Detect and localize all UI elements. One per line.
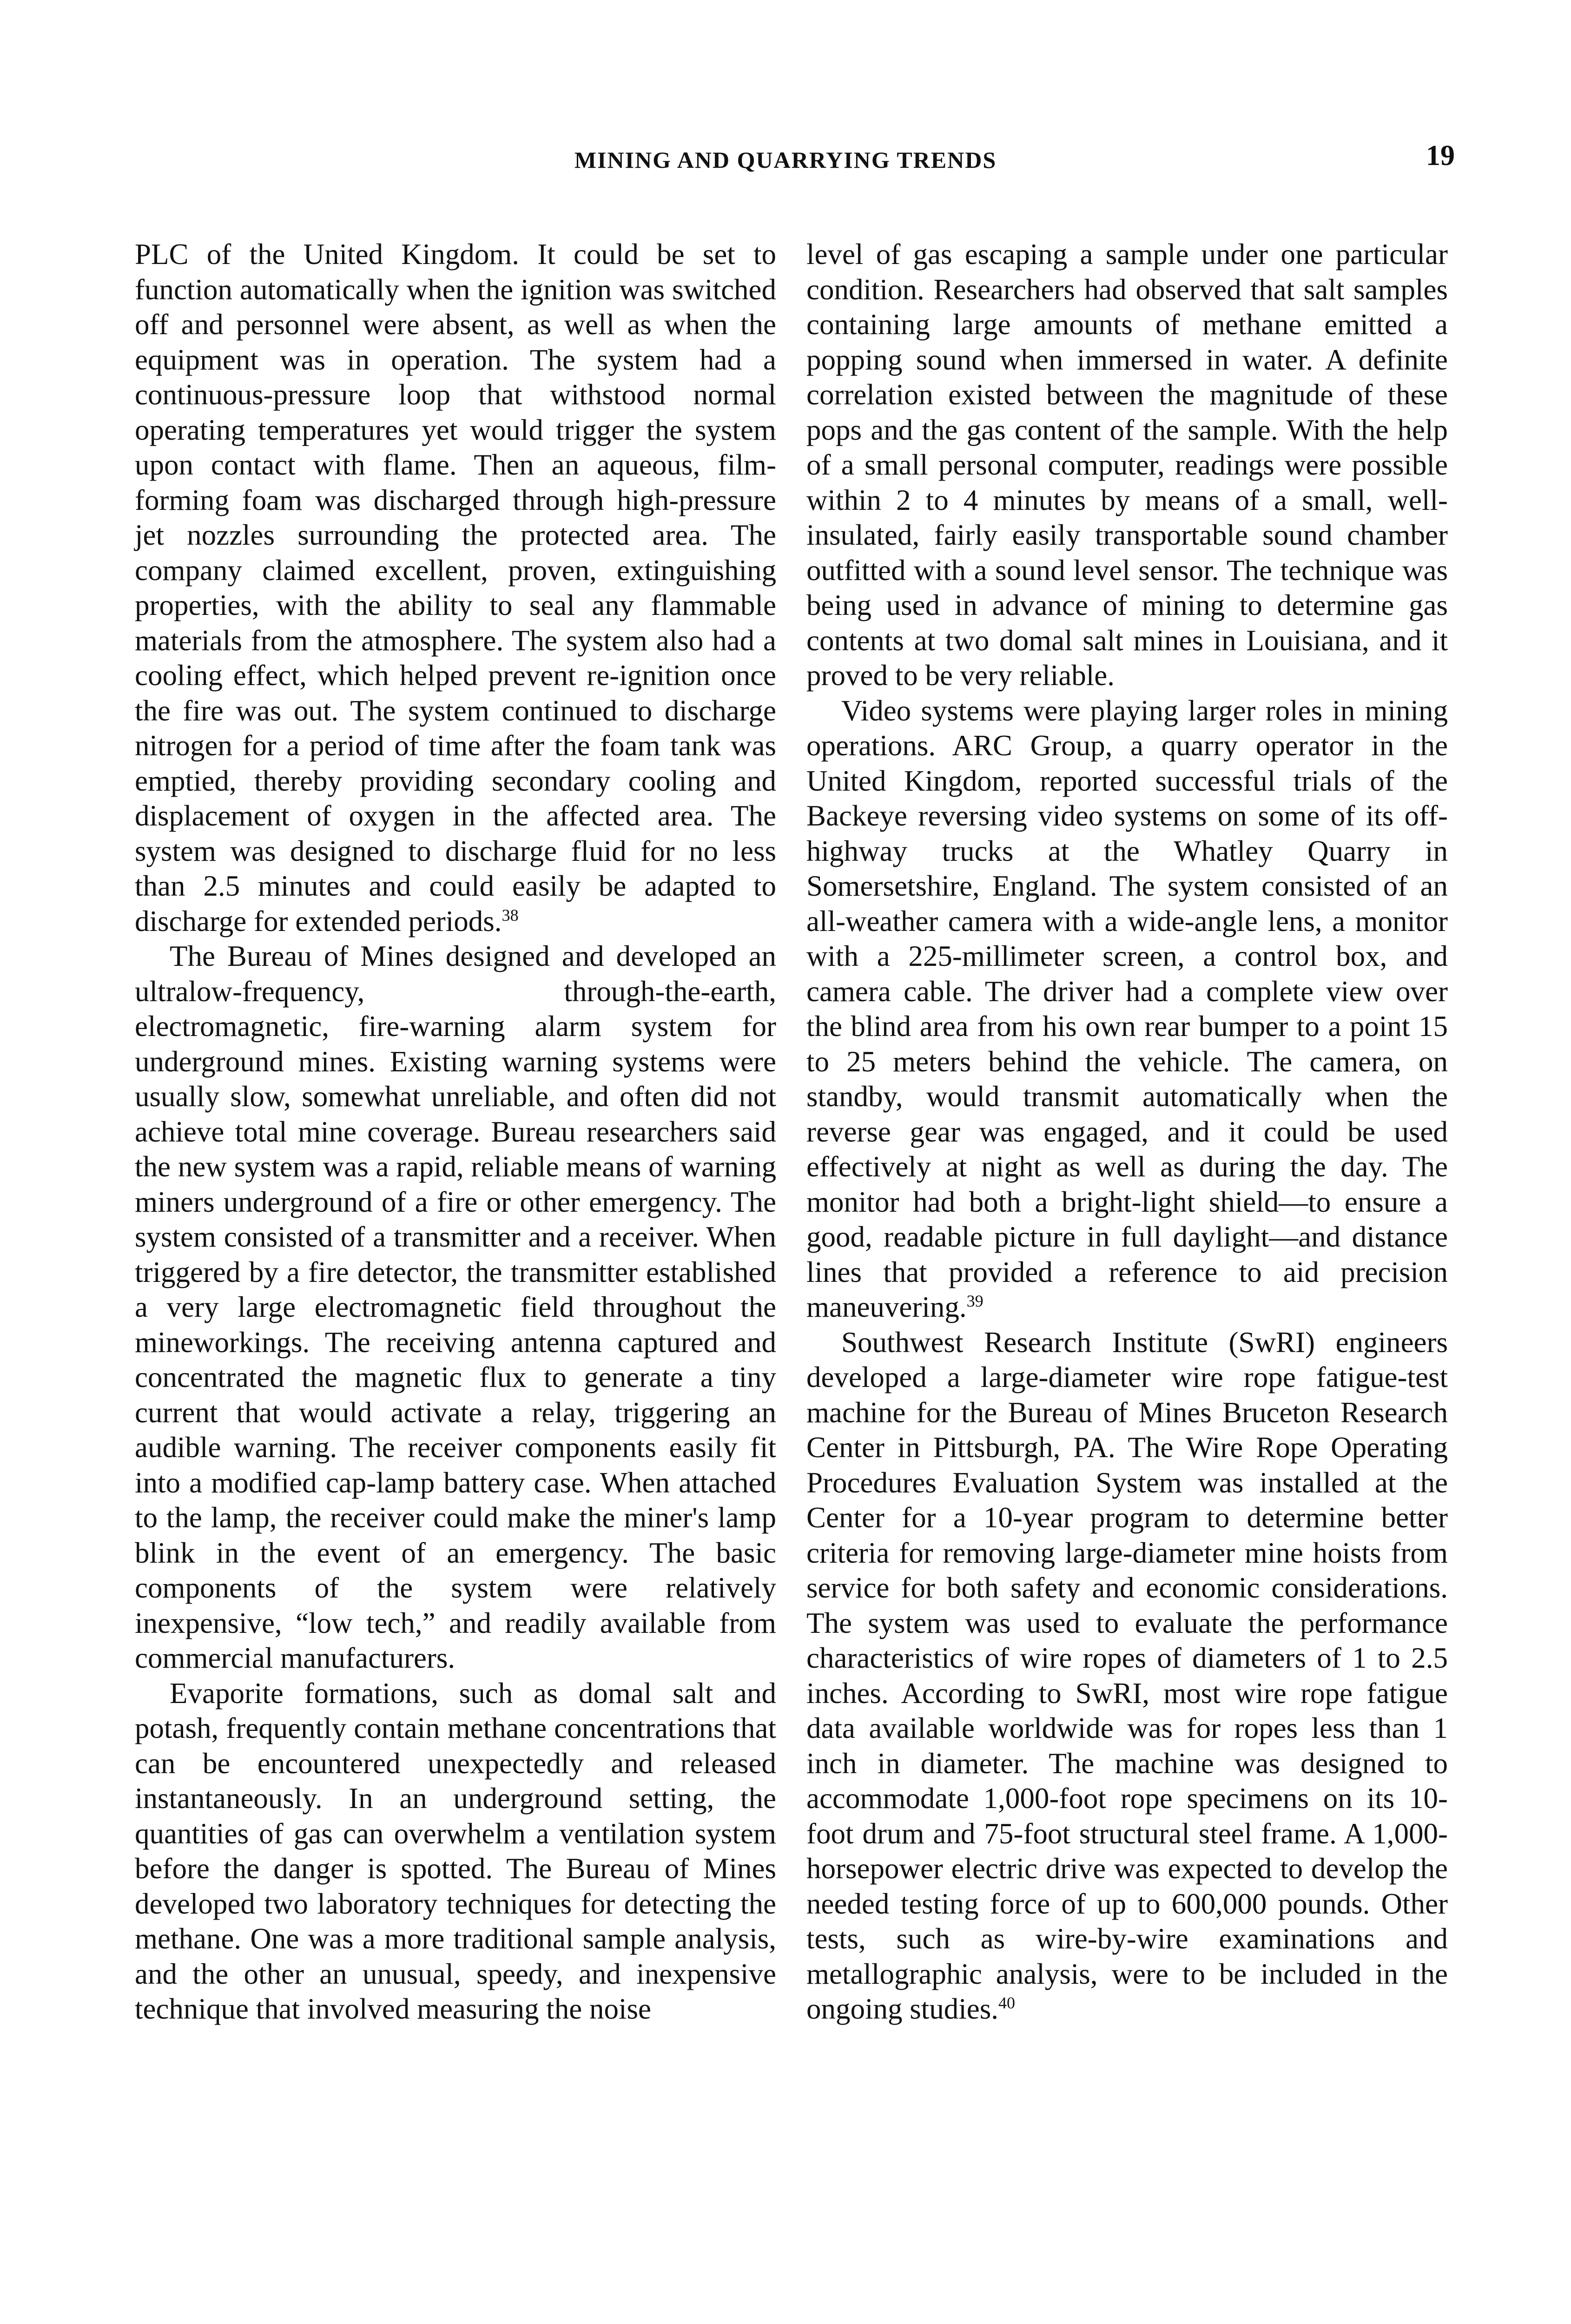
footnote-ref: 38 <box>502 905 519 924</box>
left-column <box>135 237 776 2027</box>
paragraph-text: Evaporite formations, such as domal salt and potash, frequently contain methane concentrations that can be encountered unexpectedly and released instantaneously. In an underground setting, the quantities of gas can overwhelm a ventilation system before the danger is spotted. The Bureau of Mines developed two laboratory techniques for detecting the methane. One was a more traditional sample analysis, and the other an unusual, speedy, and inexpensive technique that involved measuring the noise <box>135 1677 776 2025</box>
paragraph-text: Video systems were playing larger roles in mining operations. ARC Group, a quarry operator in the United Kingdom, reported successful trials of the Backeye reversing video systems on some of its off-highway trucks at the Whatley Quarry in Somersetshire, England. The system consisted of an all-weather camera with a wide-angle lens, a monitor with a 225-millimeter screen, a control box, and camera cable. The driver had a complete view over the blind area from his own rear bumper to a point 15 to 25 meters behind the vehicle. The camera, on standby, would transmit automatically when the reverse gear was engaged, and it could be used effectively at night as well as during the day. The monitor had both a bright-light shield—to ensure a good, readable picture in full daylight—and distance lines that provided a reference to aid precision maneuvering. <box>806 694 1448 1323</box>
paragraph-text: level of gas escaping a sample under one particular condition. Researchers had observed that salt samples containing large amounts of methane emitted a popping sound when immersed in water. A definite correlation existed between the magnitude of these pops and the gas content of the sample. With the help of a small personal computer, readings were possible within 2 to 4 minutes by means of a small, well-insulated, fairly easily transportable sound chamber outfitted with a sound level sensor. The technique was being used in advance of mining to determine gas contents at two domal salt mines in Louisiana, and it proved to be very reliable. <box>806 238 1448 692</box>
right-column <box>806 237 1448 2027</box>
paragraph-fire-warning-system <box>135 939 776 1676</box>
running-head-title: MINING AND QUARRYING TRENDS <box>574 147 997 173</box>
paragraph-fire-suppression-continued <box>135 237 776 939</box>
paragraph-methane-detection <box>135 1676 776 2027</box>
paragraph-video-systems <box>806 693 1448 1325</box>
footnote-ref: 39 <box>966 1292 984 1310</box>
paragraph-methane-detection-continued <box>806 237 1448 693</box>
paragraph-wire-rope-testing <box>806 1325 1448 2027</box>
page-number: 19 <box>1426 140 1455 172</box>
paragraph-text: Southwest Research Institute (SwRI) engineers developed a large-diameter wire rope fatigue-test machine for the Bureau of Mines Bruceton Research Center in Pittsburgh, PA. The Wire Rope Operating Procedures Evaluation System was installed at the Center for a 10-year program to determine better criteria for removing large-diameter mine hoists from service for both safety and economic considerations. The system was used to evaluate the performance characteristics of wire ropes of diameters of 1 to 2.5 inches. According to SwRI, most wire rope fatigue data available worldwide was for ropes less than 1 inch in diameter. The machine was designed to accommodate 1,000-foot rope specimens on its 10-foot drum and 75-foot structural steel frame. A 1,000-horsepower electric drive was expected to develop the needed testing force of up to 600,000 pounds. Other tests, such as wire-by-wire examinations and metallographic analysis, were to be included in the ongoing studies. <box>806 1326 1448 2025</box>
footnote-ref: 40 <box>998 1994 1016 2012</box>
paragraph-text: The Bureau of Mines designed and developed an ultralow-frequency, through-the-earth, electromagnetic, fire-warning alarm system for underground mines. Existing warning systems were usually slow, somewhat unreliable, and often did not achieve total mine coverage. Bureau researchers said the new system was a rapid, reliable means of warning miners underground of a fire or other emergency. The system consisted of a transmitter and a receiver. When triggered by a fire detector, the transmitter established a very large electromagnetic field throughout the mineworkings. The receiving antenna captured and concentrated the magnetic flux to generate a tiny current that would activate a relay, triggering an audible warning. The receiver components easily fit into a modified cap-lamp battery case. When attached to the lamp, the receiver could make the miner's lamp blink in the event of an emergency. The basic components of the system were relatively inexpensive, “low tech,” and readily available from commercial manufacturers. <box>135 940 776 1674</box>
paragraph-text: PLC of the United Kingdom. It could be set to function automatically when the ignition was switched off and personnel were absent, as well as when the equipment was in operation. The system had a continuous-pressure loop that withstood normal operating temperatures yet would trigger the system upon contact with flame. Then an aqueous, film-forming foam was discharged through high-pressure jet nozzles surrounding the protected area. The company claimed excellent, proven, extinguishing properties, with the ability to seal any flammable materials from the atmosphere. The system also had a cooling effect, which helped prevent re-ignition once the fire was out. The system continued to discharge nitrogen for a period of time after the foam tank was emptied, thereby providing secondary cooling and displacement of oxygen in the affected area. The system was designed to discharge fluid for no less than 2.5 minutes and could easily be adapted to discharge for extended periods. <box>135 238 776 938</box>
